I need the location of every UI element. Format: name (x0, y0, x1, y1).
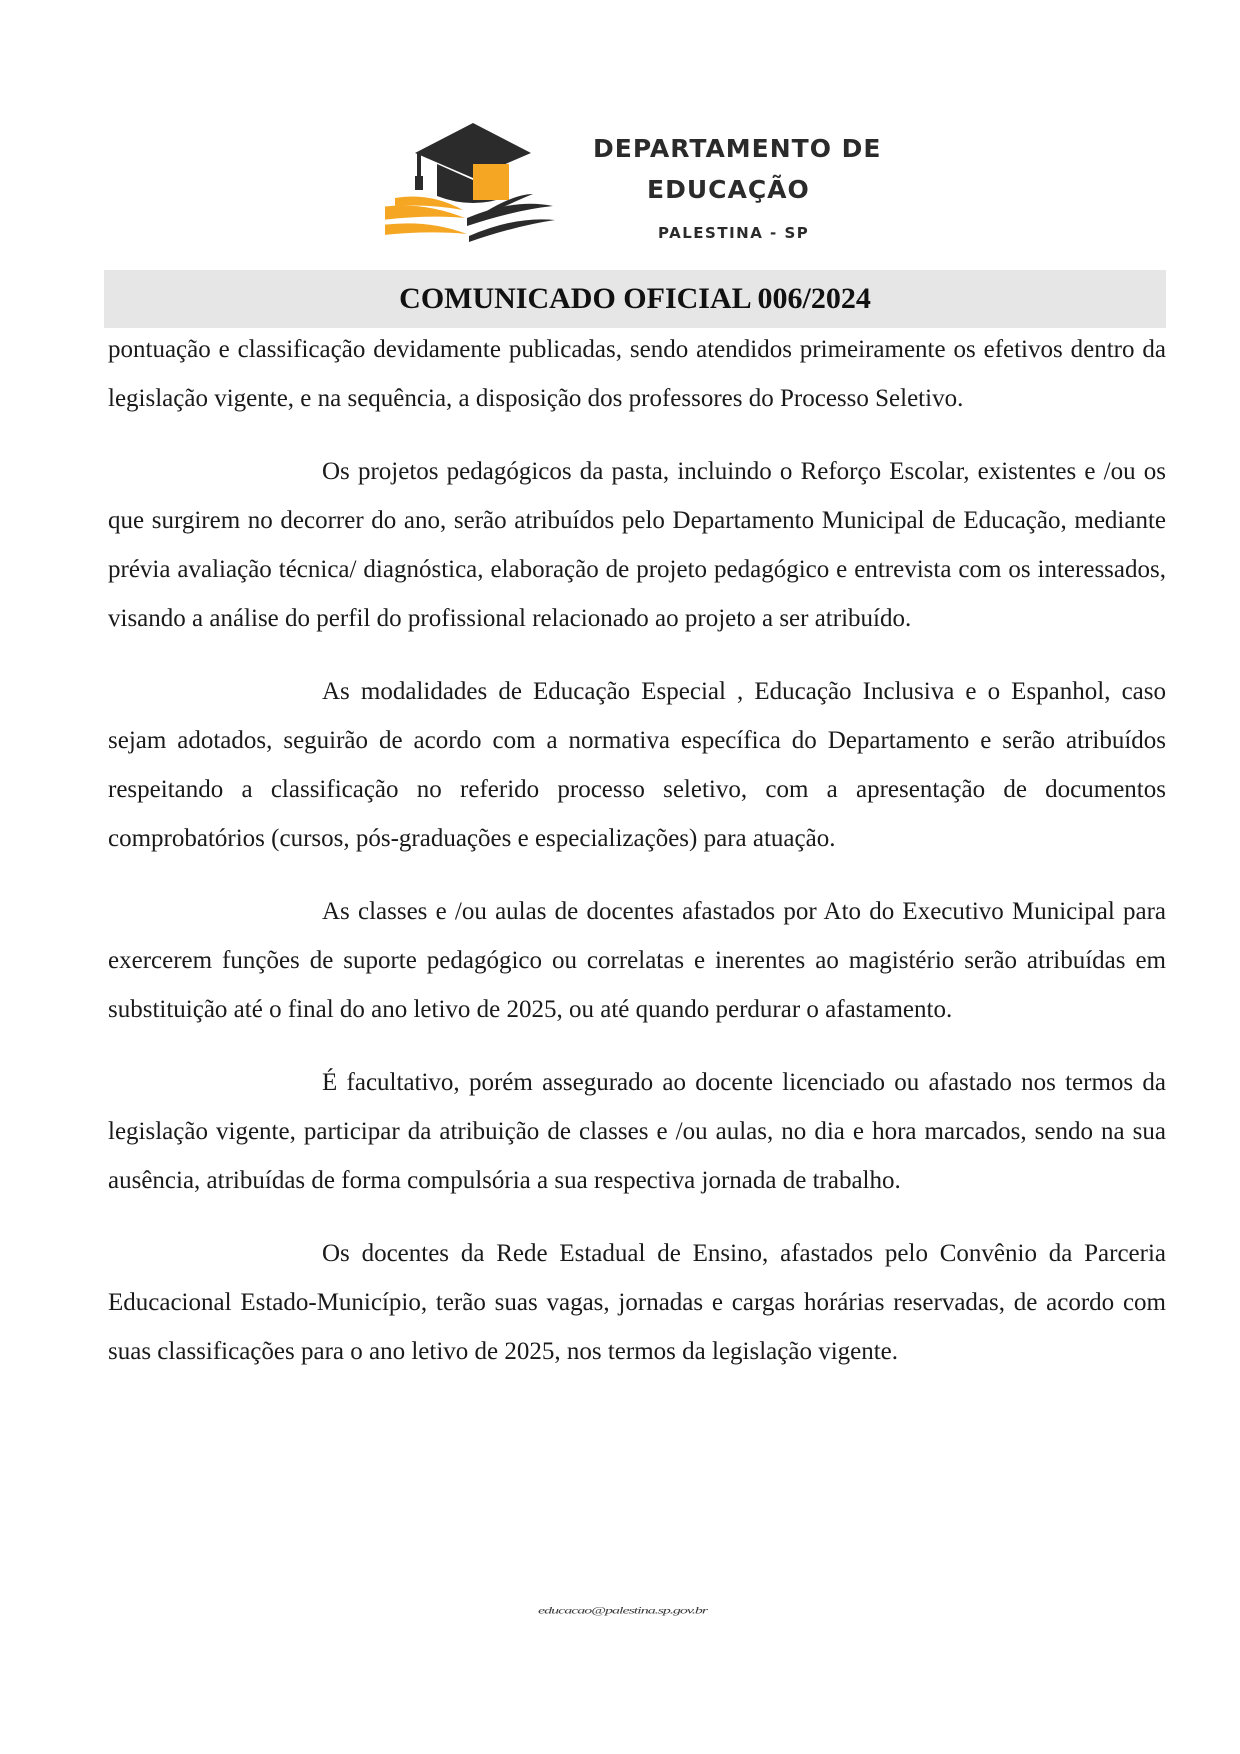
document-title: COMUNICADO OFICIAL 006/2024 (399, 282, 871, 315)
paragraph-1: pontuação e classificação devidamente publicadas, sendo atendidos primeiramente os efetivos dentro da legislação vigente, e na sequência, a disposição dos professores do Processo Seletivo. (108, 336, 1166, 412)
graduation-cap-icon (385, 118, 625, 248)
footer-email: educacao@palestina.sp.gov.br (538, 1605, 708, 1616)
department-logo (385, 118, 905, 258)
paragraph-6: Os docentes da Rede Estadual de Ensino, afastados pelo Convênio da Parceria Educacional Estado-Município, terão suas vagas, jornadas e cargas horárias reservadas, de acordo com suas classificações para o ano letivo de 2025, nos termos da legislação vigente. (108, 1240, 1166, 1365)
logo-title-line2: EDUCAÇÃO (647, 175, 810, 204)
paragraph-5: É facultativo, porém assegurado ao docente licenciado ou afastado nos termos da legislação vigente, participar da atribuição de classes e /ou aulas, no dia e hora marcados, sendo na sua ausência, atribuídas de forma compulsória a sua respectiva jornada de trabalho. (108, 1069, 1166, 1194)
logo-location: PALESTINA - SP (658, 224, 810, 242)
paragraph-2: Os projetos pedagógicos da pasta, incluindo o Reforço Escolar, existentes e /ou os que surgirem no decorrer do ano, serão atribuídos pelo Departamento Municipal de Educação, mediante prévia avaliação técnica/ diagnóstica, elaboração de projeto pedagógico e entrevista com os interessados, visando a análise do perfil do profissional relacionado ao projeto a ser atribuído. (108, 458, 1166, 632)
document-body (108, 325, 1166, 1400)
paragraph-4: As classes e /ou aulas de docentes afastados por Ato do Executivo Municipal para exercerem funções de suporte pedagógico ou correlatas e inerentes ao magistério serão atribuídas em substituição até o final do ano letivo de 2025, ou até quando perdurar o afastamento. (108, 898, 1166, 1023)
logo-title-line1: DEPARTAMENTO DE (593, 134, 882, 163)
paragraph-3: As modalidades de Educação Especial , Educação Inclusiva e o Espanhol, caso sejam adotados, seguirão de acordo com a normativa específica do Departamento e serão atribuídos respeitando a classificação no referido processo seletivo, com a apresentação de documentos comprobatórios (cursos, pós-graduações e especializações) para atuação. (108, 678, 1166, 852)
